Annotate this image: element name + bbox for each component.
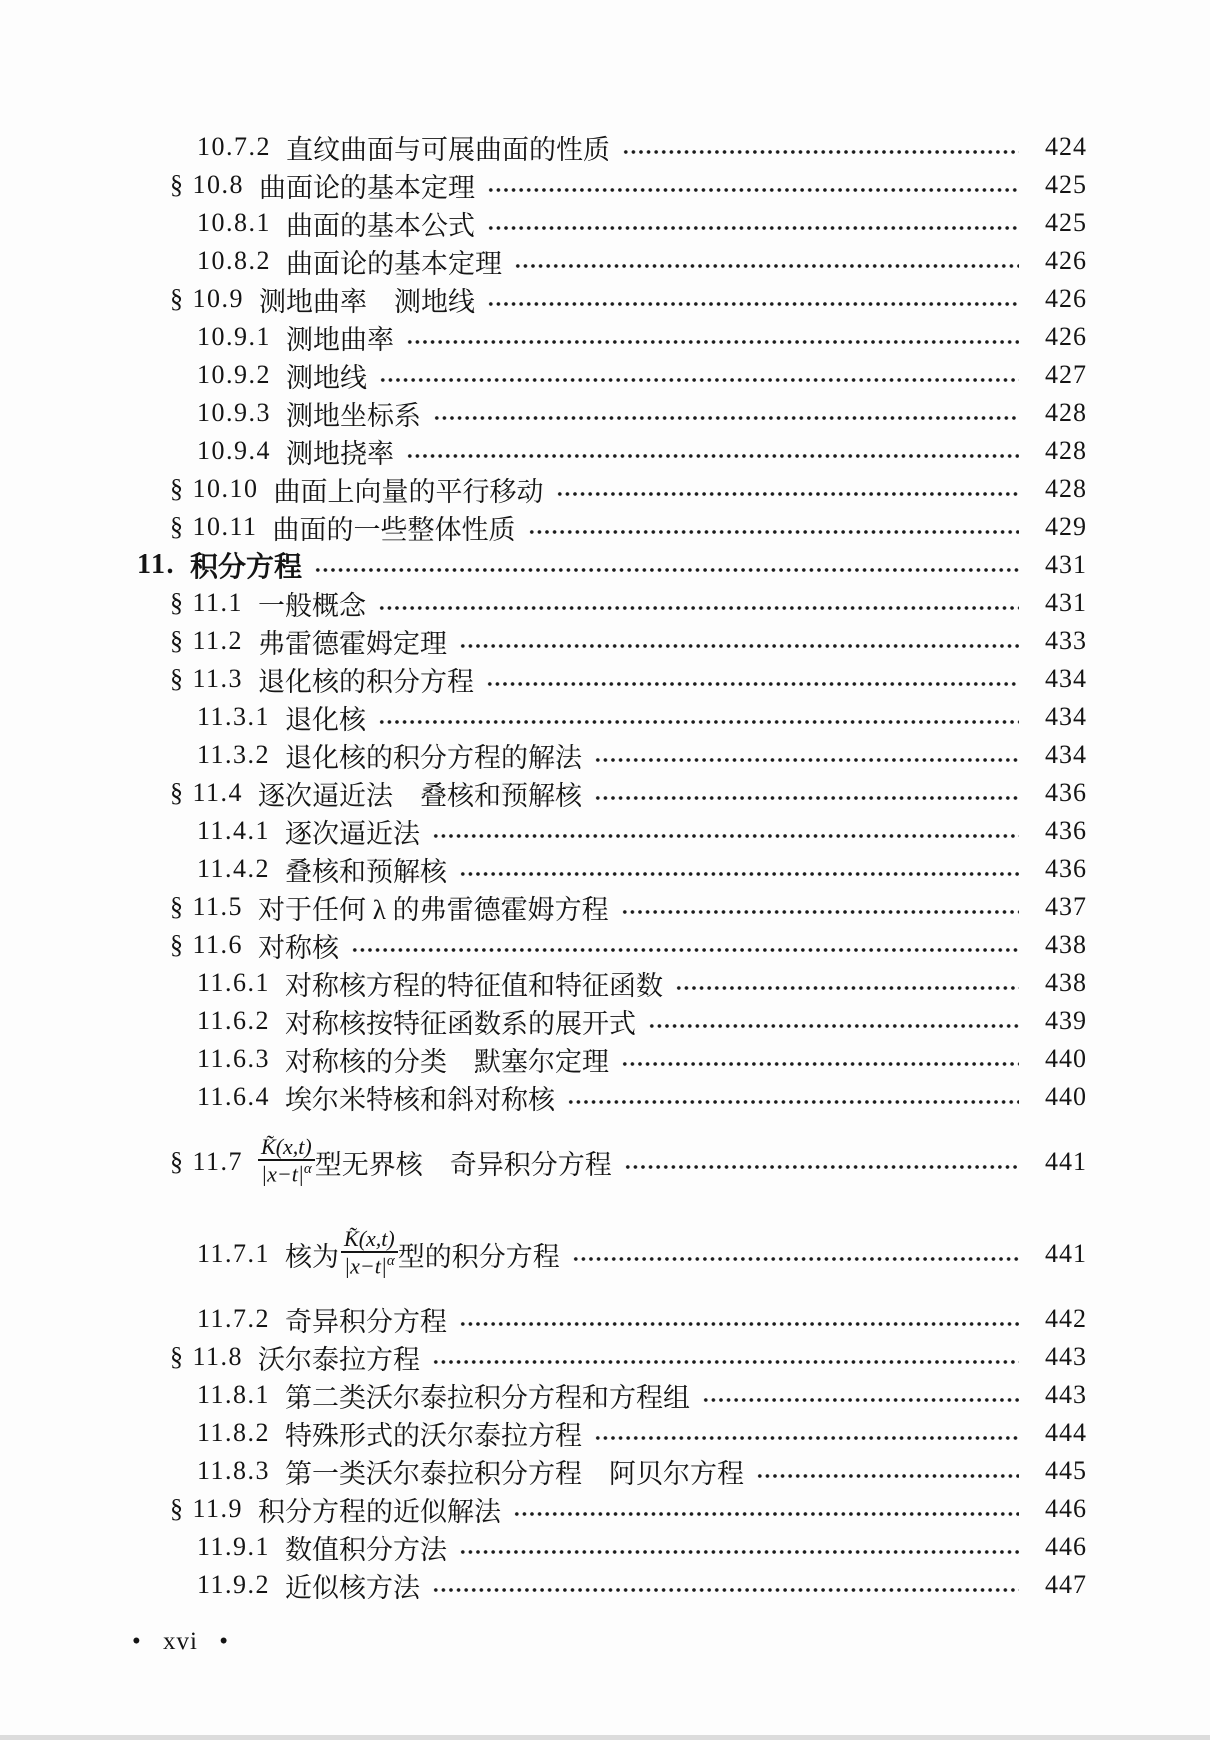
entry-number: § 11.6 [170,930,244,959]
dot-leader [378,698,1019,736]
dot-leader [351,926,1019,964]
entry-number: § 11.8 [170,1342,244,1371]
entry-number: 11.4.2 [197,854,271,883]
entry-number: 11.6.2 [197,1006,271,1035]
entry-number: 11.7.1 [197,1239,271,1268]
dot-leader [379,356,1019,394]
toc-entry [137,1208,1087,1300]
entry-title: 奇异积分方程 [285,1306,448,1337]
entry-number: § 10.9 [170,284,244,313]
toc-entry [137,166,1087,204]
entry-title: 对称核的分类 默塞尔定理 [285,1046,610,1077]
dot-leader [486,660,1019,698]
entry-title: 曲面论的基本定理 [259,172,475,203]
entry-title: 叠核和预解核 [285,856,448,887]
page-number: 426 [1045,284,1087,313]
toc-entry [137,356,1087,394]
dot-leader [567,1078,1019,1116]
dot-leader [624,1116,1019,1208]
entry-title: 弗雷德霍姆定理 [258,628,448,659]
dot-leader [432,1566,1019,1604]
dot-leader [621,1040,1019,1078]
entry-number: 10.7.2 [197,132,271,161]
page-number: 431 [1045,550,1087,579]
toc-entry [137,926,1087,964]
entry-title: 测地挠率 [286,438,394,469]
toc-entry [137,1040,1087,1078]
page-number: 425 [1045,208,1087,237]
fraction-numerator: K̃(x,t) [261,1134,312,1160]
entry-number: § 11.9 [170,1494,244,1523]
entry-title: 测地曲率 [286,324,394,355]
page-number: 445 [1045,1456,1087,1485]
toc-list [137,128,1087,1604]
entry-number: 11.6.3 [197,1044,271,1073]
page-number: 433 [1045,626,1087,655]
page-number: 427 [1045,360,1087,389]
entry-title: 曲面上向量的平行移动 [273,476,544,507]
entry-title: 埃尔米特核和斜对称核 [285,1084,556,1115]
dot-leader [459,1300,1019,1338]
dot-leader [433,394,1019,432]
fraction-denominator [341,1251,398,1279]
entry-post: 型的积分方程 [397,1241,560,1272]
page-number: 438 [1045,930,1087,959]
page-number: 438 [1045,968,1087,997]
entry-number: 11.4.1 [197,816,271,845]
toc-entry [137,1116,1087,1208]
fraction-numerator: K̃(x,t) [344,1226,395,1252]
entry-title: 逐次逼近法 [285,818,421,849]
page-number: 434 [1045,702,1087,731]
page-number: 431 [1045,588,1087,617]
dot-leader [487,280,1019,318]
entry-number: 11.6.1 [197,968,271,997]
entry-pre: 核为 [285,1241,340,1272]
entry-number: § 10.11 [170,512,258,541]
page-number: 437 [1045,892,1087,921]
entry-title: 测地曲率 测地线 [259,286,475,317]
dot-leader [513,1490,1019,1528]
entry-number: § 11.7 [170,1147,244,1176]
page-number: 428 [1045,474,1087,503]
entry-number: 10.8.2 [197,246,271,275]
toc-entry [137,470,1087,508]
toc-entry [137,1566,1087,1604]
entry-title: 曲面的一些整体性质 [272,514,516,545]
page-number: 444 [1045,1418,1087,1447]
entry-number: § 11.2 [170,626,244,655]
entry-title: 一般概念 [258,590,367,621]
entry-title: 对称核 [258,932,340,963]
entry-title: 近似核方法 [285,1572,421,1603]
entry-number: 11.9.2 [197,1570,271,1599]
page-number: 441 [1045,1147,1087,1176]
entry-number: 10.9.1 [197,322,271,351]
toc-entry [137,622,1087,660]
entry-number: § 10.8 [170,170,244,199]
entry-title: 数值积分方法 [285,1534,448,1565]
toc-entry [137,432,1087,470]
dot-leader [459,1528,1019,1566]
dot-leader [756,1452,1019,1490]
entry-title: 退化核的积分方程 [258,666,475,697]
page-number: 446 [1045,1494,1087,1523]
dot-leader [406,432,1019,470]
toc-entry [137,850,1087,888]
dot-leader [459,622,1019,660]
dot-leader [514,242,1019,280]
page-number: 428 [1045,436,1087,465]
dot-leader [528,508,1019,546]
entry-number: 11.8.1 [197,1380,271,1409]
dot-leader [648,1002,1019,1040]
page-number: 443 [1045,1380,1087,1409]
page-number: 443 [1045,1342,1087,1371]
page-number: 436 [1045,778,1087,807]
page-number: 434 [1045,740,1087,769]
entry-number: § 10.10 [170,474,259,503]
toc-entry [137,1002,1087,1040]
dot-leader [572,1208,1019,1300]
entry-title: 第二类沃尔泰拉积分方程和方程组 [285,1382,691,1413]
dot-leader [406,318,1019,356]
dot-leader [594,736,1019,774]
entry-title: 第一类沃尔泰拉积分方程 阿贝尔方程 [285,1458,745,1489]
dot-leader [594,1414,1019,1452]
entry-title: 逐次逼近法 叠核和预解核 [258,780,583,811]
dot-leader [675,964,1019,1002]
entry-number: 11.7.2 [197,1304,271,1333]
entry-title: 退化核 [285,704,367,735]
entry-number: 11.8.2 [197,1418,271,1447]
dot-leader [378,584,1019,622]
toc-entry [137,318,1087,356]
dot-leader [459,850,1019,888]
page-number: 425 [1045,170,1087,199]
entry-title: 特殊形式的沃尔泰拉方程 [285,1420,583,1451]
dot-leader [314,546,1019,584]
fraction [341,1227,398,1279]
toc-entry [137,204,1087,242]
page-number: 440 [1045,1044,1087,1073]
entry-number: 10.9.2 [197,360,271,389]
dot-leader [702,1376,1019,1414]
entry-number: § 11.1 [170,588,244,617]
page-number: 428 [1045,398,1087,427]
entry-title: 退化核的积分方程的解法 [285,742,583,773]
entry-number: § 11.5 [170,892,244,921]
page-number: 424 [1045,132,1087,161]
footer-page-indicator: • xvi • [132,1628,229,1655]
dot-leader [621,888,1019,926]
toc-entry [137,736,1087,774]
entry-title: 曲面的基本公式 [286,210,475,241]
page-number: 436 [1045,816,1087,845]
toc-entry [137,1452,1087,1490]
toc-entry [137,964,1087,1002]
entry-title: 沃尔泰拉方程 [258,1344,421,1375]
page-number: 446 [1045,1532,1087,1561]
entry-number: 10.9.4 [197,436,271,465]
entry-title: 积分方程的近似解法 [258,1496,502,1527]
dot-leader [556,470,1020,508]
toc-entry [137,584,1087,622]
dot-leader [487,166,1019,204]
page-number: 426 [1045,246,1087,275]
entry-number: 11.3.2 [197,740,271,769]
toc-entry [137,1376,1087,1414]
page-number: 439 [1045,1006,1087,1035]
page-number: 442 [1045,1304,1087,1333]
entry-number: § 11.4 [170,778,244,807]
toc-entry [137,1490,1087,1528]
toc-entry [137,1078,1087,1116]
entry-title: 直纹曲面与可展曲面的性质 [286,134,610,165]
toc-entry [137,1414,1087,1452]
page-number: 429 [1045,512,1087,541]
entry-number: 11.6.4 [197,1082,271,1111]
fraction-denominator [258,1159,315,1187]
dot-leader [432,1338,1019,1376]
toc-entry [137,698,1087,736]
page-number: 426 [1045,322,1087,351]
entry-number: 11.8.3 [197,1456,271,1485]
toc-entry [137,280,1087,318]
fraction-denominator-exp: α [303,1161,312,1178]
entry-title: 曲面论的基本定理 [286,248,502,279]
entry-number: § 11.3 [170,664,244,693]
dot-leader [594,774,1019,812]
page-number: 441 [1045,1239,1087,1268]
toc-entry [137,1528,1087,1566]
toc-entry [137,1300,1087,1338]
entry-post: 型无界核 奇异积分方程 [314,1149,612,1180]
toc-entry [137,128,1087,166]
toc-entry [137,888,1087,926]
entry-title: 对称核按特征函数系的展开式 [285,1008,637,1039]
page-number: 447 [1045,1570,1087,1599]
entry-title: 对于任何 λ 的弗雷德霍姆方程 [258,894,609,925]
toc-entry [137,1338,1087,1376]
entry-number: 10.9.3 [197,398,271,427]
toc-entry [137,812,1087,850]
toc-entry [137,774,1087,812]
toc-entry [137,242,1087,280]
fraction-denominator-base: |x−t| [261,1161,304,1187]
fraction-denominator-exp: α [386,1253,395,1270]
entry-title: 对称核方程的特征值和特征函数 [285,970,664,1001]
entry-number: 11. [137,549,175,580]
dot-leader [622,128,1019,166]
page-number: 436 [1045,854,1087,883]
fraction-denominator-base: |x−t| [344,1253,387,1279]
entry-number: 10.8.1 [197,208,271,237]
toc-entry [137,394,1087,432]
dot-leader [432,812,1019,850]
dot-leader [487,204,1019,242]
entry-title: 积分方程 [189,552,302,583]
entry-title: 测地坐标系 [286,400,421,431]
toc-entry [137,660,1087,698]
toc-entry [137,546,1087,584]
entry-title: 测地线 [286,362,367,393]
scan-bottom-edge [0,1735,1210,1740]
page-number: 440 [1045,1082,1087,1111]
entry-number: 11.3.1 [197,702,271,731]
fraction [258,1135,315,1187]
entry-number: 11.9.1 [197,1532,271,1561]
toc-entry [137,508,1087,546]
page-number: 434 [1045,664,1087,693]
